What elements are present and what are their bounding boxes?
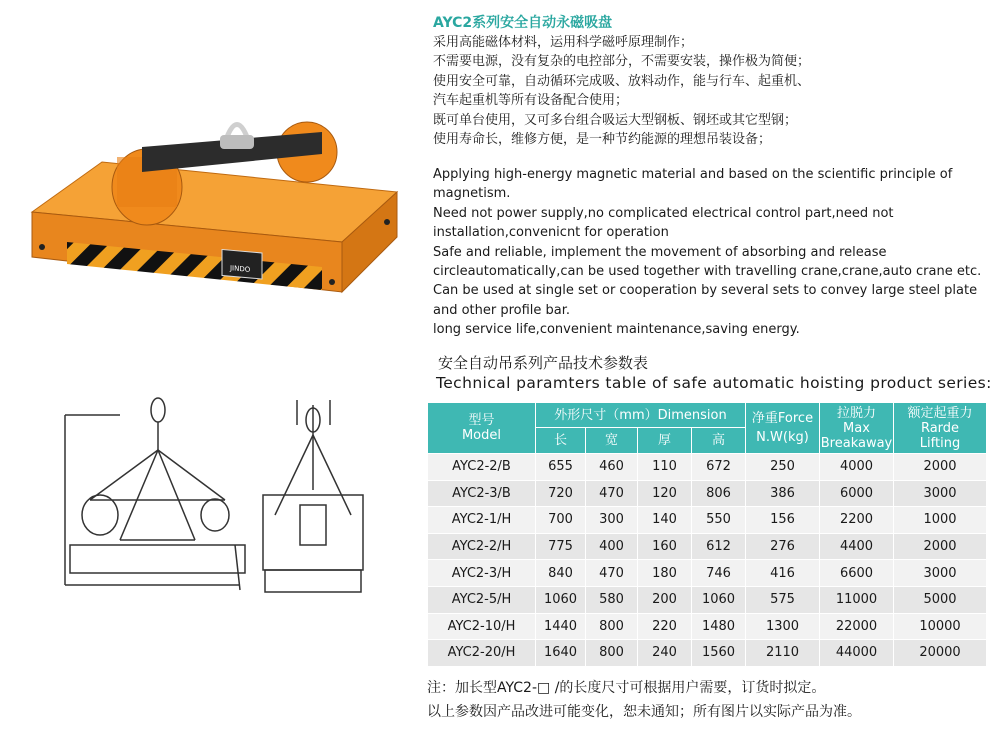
table-cell: 672 — [692, 454, 746, 481]
table-cell-model: AYC2-20/H — [428, 640, 536, 667]
feature-en-line: installation,convenicnt for operation — [433, 225, 669, 241]
feature-cn-line: 不需要电源，没有复杂的电控部分，不需要安装，操作极为简便； — [433, 54, 811, 70]
table-cell: 746 — [692, 560, 746, 587]
table-cell: 580 — [586, 586, 638, 613]
table-cell: 6600 — [820, 560, 894, 587]
table-cell: 140 — [638, 507, 692, 534]
header-height: 高 — [692, 428, 746, 454]
table-cell: 400 — [586, 533, 638, 560]
table-cell: 3000 — [894, 480, 987, 507]
table-cell-model: AYC2-10/H — [428, 613, 536, 640]
table-cell: 250 — [746, 454, 820, 481]
page-title: AYC2系列安全自动永磁吸盘 — [433, 15, 613, 31]
table-cell: 386 — [746, 480, 820, 507]
table-cell: 44000 — [820, 640, 894, 667]
feature-en-line: Need not power supply,no complicated electrical control part,need not — [433, 205, 894, 221]
table-row — [428, 613, 987, 640]
table-cell: 5000 — [894, 586, 987, 613]
note-custom-length: 注：加长型AYC2-□ /的长度尺寸可根据用户需要，订货时拟定。 — [427, 680, 826, 696]
table-cell-model: AYC2-2/H — [428, 533, 536, 560]
svg-text:JINDO: JINDO — [230, 263, 251, 274]
table-cell: 470 — [586, 560, 638, 587]
table-cell: 800 — [586, 640, 638, 667]
note-disclaimer: 以上参数因产品改进可能变化，恕未通知；所有图片以实际产品为准。 — [427, 704, 861, 720]
table-cell: 4400 — [820, 533, 894, 560]
table-cell: 220 — [638, 613, 692, 640]
table-cell: 612 — [692, 533, 746, 560]
table-cell: 575 — [746, 586, 820, 613]
table-row — [428, 586, 987, 613]
feature-en-line: Can be used at single set or cooperation by several sets to convey large steel plate — [433, 283, 978, 299]
table-cell: 655 — [536, 454, 586, 481]
table-cell-model: AYC2-3/H — [428, 560, 536, 587]
features-en — [433, 165, 993, 340]
feature-cn-line: 既可单台使用，又可多台组合吸运大型钢板、钢坯或其它型钢； — [433, 112, 798, 128]
table-cell: 2200 — [820, 507, 894, 534]
table-cell: 720 — [536, 480, 586, 507]
table-cell: 120 — [638, 480, 692, 507]
table-cell: 1640 — [536, 640, 586, 667]
table-row — [428, 640, 987, 667]
feature-cn-line: 汽车起重机等所有设备配合使用； — [433, 93, 629, 109]
table-cell: 416 — [746, 560, 820, 587]
table-cell: 775 — [536, 533, 586, 560]
table-title-en: Technical paramters table of safe automatic hoisting product series: — [436, 374, 992, 392]
table-cell: 460 — [586, 454, 638, 481]
table-cell: 276 — [746, 533, 820, 560]
table-cell: 156 — [746, 507, 820, 534]
feature-en-line: long service life,convenient maintenance,saving energy. — [433, 322, 800, 338]
header-model: 型号 Model — [428, 403, 536, 454]
features-cn — [433, 33, 993, 149]
header-width: 宽 — [586, 428, 638, 454]
table-cell: 200 — [638, 586, 692, 613]
table-cell: 300 — [586, 507, 638, 534]
table-cell: 160 — [638, 533, 692, 560]
table-cell: 806 — [692, 480, 746, 507]
table-row — [428, 507, 987, 534]
product-photo — [22, 92, 412, 312]
table-cell: 3000 — [894, 560, 987, 587]
table-cell-model: AYC2-3/B — [428, 480, 536, 507]
table-row — [428, 560, 987, 587]
table-cell: 1300 — [746, 613, 820, 640]
table-cell: 1060 — [692, 586, 746, 613]
table-row — [428, 480, 987, 507]
table-cell: 1560 — [692, 640, 746, 667]
header-length: 长 — [536, 428, 586, 454]
feature-cn-line: 采用高能磁体材料，运用科学磁呼原理制作； — [433, 35, 694, 50]
table-cell: 22000 — [820, 613, 894, 640]
table-title-cn: 安全自动吊系列产品技术参数表 — [438, 354, 649, 372]
table-cell: 840 — [536, 560, 586, 587]
feature-cn-line: 使用寿命长，维修方便，是一种节约能源的理想吊装设备； — [433, 132, 772, 148]
table-cell: 1480 — [692, 613, 746, 640]
table-cell: 800 — [586, 613, 638, 640]
parameters-table — [427, 402, 987, 667]
table-cell: 1440 — [536, 613, 586, 640]
header-thickness: 厚 — [638, 428, 692, 454]
feature-cn-line: 使用安全可靠，自动循环完成吸、放料动作，能与行车、起重机、 — [433, 73, 811, 89]
feature-en-line: circleautomatically,can be used together with travelling crane,crane,auto crane etc. — [433, 264, 982, 280]
table-cell: 2110 — [746, 640, 820, 667]
table-cell: 700 — [536, 507, 586, 534]
technical-drawing — [60, 395, 390, 605]
header-lifting: 额定起重力 Rarde Lifting — [894, 403, 987, 454]
table-cell: 470 — [586, 480, 638, 507]
table-cell: 240 — [638, 640, 692, 667]
table-cell: 550 — [692, 507, 746, 534]
table-cell: 4000 — [820, 454, 894, 481]
table-row — [428, 454, 987, 481]
table-cell: 1060 — [536, 586, 586, 613]
table-cell: 2000 — [894, 454, 987, 481]
table-cell: 180 — [638, 560, 692, 587]
table-cell: 1000 — [894, 507, 987, 534]
table-cell: 6000 — [820, 480, 894, 507]
header-breakaway: 拉脱力 Max Breakaway — [820, 403, 894, 454]
feature-en-line: magnetism. — [433, 186, 511, 202]
table-cell-model: AYC2-1/H — [428, 507, 536, 534]
table-cell: 11000 — [820, 586, 894, 613]
table-cell-model: AYC2-2/B — [428, 454, 536, 481]
table-cell: 110 — [638, 454, 692, 481]
table-body — [428, 454, 987, 667]
header-weight: 净重Force N.W(kg) — [746, 403, 820, 454]
feature-en-line: and other profile bar. — [433, 302, 571, 318]
feature-en-line: Applying high-energy magnetic material and based on the scientific principle of — [433, 167, 953, 182]
table-cell-model: AYC2-5/H — [428, 586, 536, 613]
feature-en-line: Safe and reliable, implement the movement of absorbing and release — [433, 244, 887, 260]
table-row — [428, 533, 987, 560]
header-dimension: 外形尺寸（mm）Dimension — [536, 403, 746, 428]
table-cell: 10000 — [894, 613, 987, 640]
table-cell: 2000 — [894, 533, 987, 560]
table-cell: 20000 — [894, 640, 987, 667]
